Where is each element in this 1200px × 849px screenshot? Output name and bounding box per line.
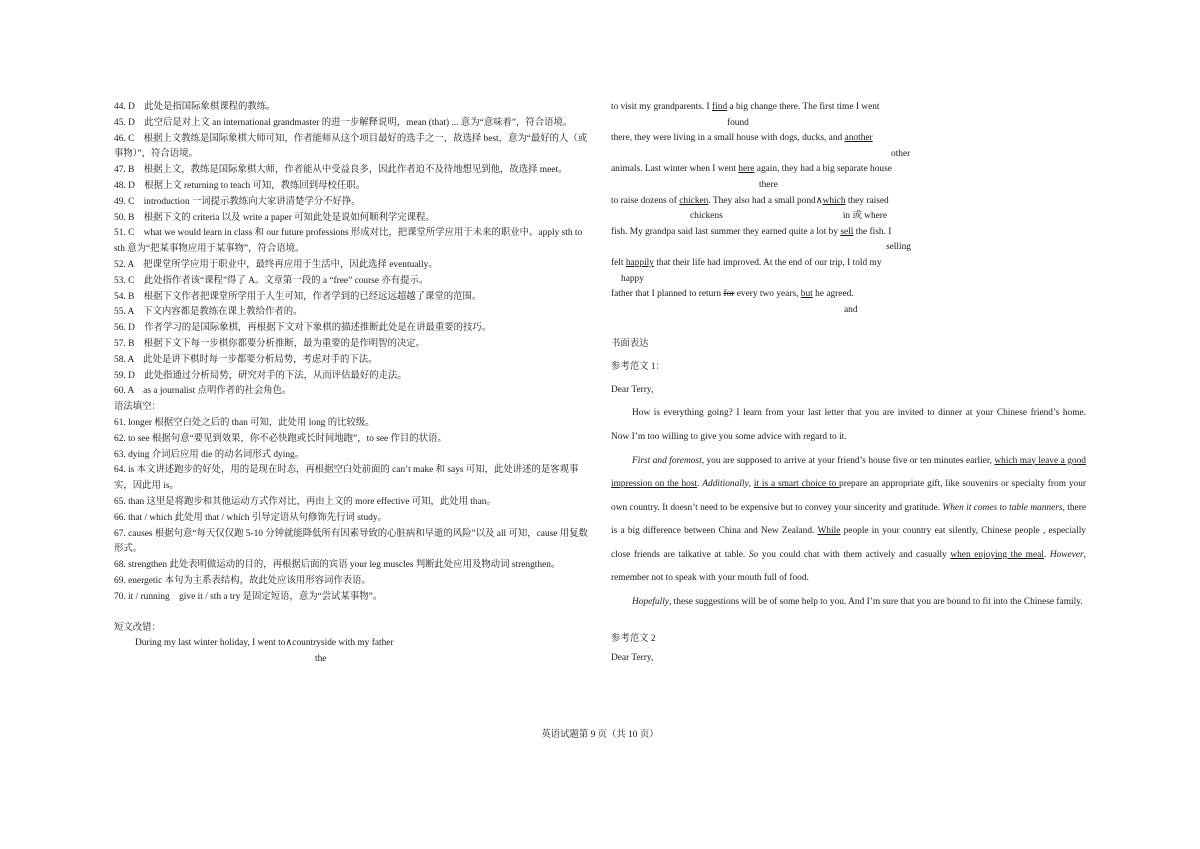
answer-57: 57. B 根据下文下每一步棋你都要分析推断，最为重要的是作明智的决定。: [114, 338, 425, 349]
answer-58: 58. A 此处是讲下棋时每一步都要分析局势，考虑对手的下法。: [114, 354, 378, 365]
essay-paragraph-2: [611, 450, 1086, 592]
answer-45: 45. D 此空后是对上文 an international grandmaster 的进一步解释说明，mean (that) ... 意为“意味着”，符合语境。: [114, 117, 573, 128]
answer-44: 44. D 此处是指国际象棋课程的教练。: [114, 102, 276, 112]
correction-text: During my last winter holiday, I went to: [135, 638, 286, 649]
correction-fix-8: and: [844, 304, 858, 315]
grammar-68: 68. strengthen 此处表明做运动的目的，再根据后面的宾语 your leg muscles 判断此处应用及物动词 strengthen。: [114, 560, 561, 571]
essay-phrase: it is a smart choice to: [753, 479, 840, 490]
essay-phrase: which may leave a good impression on the host: [611, 455, 1086, 490]
essay-text: people in your country eat silently, Chinese people , especially close friends are talkative at table.: [611, 526, 1086, 560]
error-word: here: [738, 164, 755, 175]
correction-text: that their life had improved. At the end of our trip, I told my: [653, 257, 882, 268]
essay-phrase: However: [1049, 549, 1084, 560]
correction-fix-6: selling: [886, 242, 911, 253]
essay-greeting: Dear Terry,: [611, 385, 654, 396]
error-word: but: [800, 289, 813, 300]
grammar-title: 语法填空：: [114, 402, 161, 413]
correction-text: to raise dozens of: [611, 195, 680, 206]
correction-fix-1: the: [315, 653, 327, 664]
correction-text: animals. Last winter when I went: [611, 164, 739, 175]
essay-text: ,: [748, 479, 754, 490]
correction-text: he agreed.: [812, 289, 854, 300]
correction-text: father that I planned to return: [611, 289, 724, 300]
error-word: chicken: [679, 195, 709, 206]
sample-essay-1: [611, 402, 1096, 614]
correction-fix-3: other: [891, 148, 911, 159]
error-word: which: [822, 195, 846, 206]
grammar-63: 63. dying 介词后应用 die 的动名词形式 dying。: [114, 449, 305, 460]
essay-text: .: [697, 479, 703, 490]
answer-list: [114, 100, 590, 400]
correction-text: a big change there. The first time I went: [727, 102, 880, 112]
grammar-70: 70. it / running give it / sth a try 是固定短语，意为“尝试某事物”。: [114, 591, 383, 602]
correction-line-4: [611, 162, 1086, 178]
correction-text: . They also had a small pond: [708, 195, 816, 206]
answer-49: 49. C introduction 一词提示教练向大家讲清楚学分不好挣。: [114, 196, 361, 207]
correction-line-8: [611, 287, 1086, 303]
correction-line-3: [611, 131, 1086, 147]
grammar-62: 62. to see 根据句意“要见到效果，你不必快跑或长时间地跑”，to see 作目的状语。: [114, 433, 447, 444]
correction-text: countryside with my father: [292, 638, 394, 649]
grammar-67: 67. causes 根据句意“每天仅仅跑 5-10 分钟就能降低所有因素导致的心脏病和早逝的风险”以及 all 可知，cause 用复数形式。: [114, 528, 588, 555]
left-column: [114, 100, 590, 667]
essay-text: , these suggestions will be of some help to you. And I’m sure that you are bound to fit into the Chinese family.: [668, 597, 1083, 608]
correction-fix-5: [611, 209, 1086, 225]
correction-text: they raised: [845, 195, 889, 206]
essay-text: .: [1043, 549, 1050, 560]
answer-53: 53. C 此处指作者该“课程”得了 A。文章第一段的 a “free” course 亦有提示。: [114, 275, 429, 286]
grammar-61: 61. longer 根据空白处之后的 than 可知，此处用 long 的比较级。: [114, 417, 375, 428]
essay-paragraph-1: How is everything going? I learn from your last letter that you are invited to dinner at your Chinese friend’s home. Now I’m too willing to give you some advice with regard to it.: [611, 408, 1096, 442]
caret-mark: ∧: [285, 638, 293, 649]
correction-fix-7: happy: [621, 273, 644, 284]
grammar-69: 69. energetic 本句为主系表结构，故此处应该用形容词作表语。: [114, 575, 371, 586]
essay-text: , you are supposed to arrive at your friend’s house five or ten minutes earlier,: [701, 455, 995, 466]
answer-50: 50. B 根据下文的 criteria 以及 write a paper 可知此处是说如何顺利学完课程。: [114, 212, 435, 223]
correction-text: the fish. I: [853, 226, 892, 237]
essay-phrase: when enjoying the meal: [950, 549, 1044, 560]
correction-fix-4: there: [759, 179, 778, 190]
essay-phrase: So: [748, 549, 759, 560]
correction-fix-2: found: [727, 117, 749, 128]
grammar-list: [114, 416, 590, 606]
correction-continued: [611, 100, 1086, 318]
sample2-title: 参考范文 2: [611, 633, 656, 644]
essay-phrase: When it comes to table manners: [942, 502, 1063, 513]
sample1-title: 参考范文 1：: [611, 362, 665, 373]
correction-line-7: [611, 256, 1086, 272]
correction-line-1: [114, 636, 590, 652]
deleted-word: for: [723, 289, 735, 300]
essay-text: , remember not to speak with your mouth full of food.: [611, 549, 1087, 584]
correction-title: 短文改错：: [114, 622, 161, 633]
correction-text: again, they had a big separate house: [754, 164, 892, 175]
essay-phrase: First and foremost: [632, 455, 702, 466]
caret-mark: ∧: [815, 195, 823, 206]
correction-text: to visit my grandparents. I: [611, 102, 713, 112]
correction-text: every two years,: [734, 289, 801, 300]
error-word: sell: [840, 226, 854, 237]
answer-48: 48. D 根据上文 returning to teach 可知，教练回到母校任职。: [114, 180, 366, 191]
grammar-66: 66. that / which 此处用 that / which 引导定语从句修饰先行词 study。: [114, 512, 387, 523]
error-word: happily: [625, 257, 654, 268]
correction-line-2: [611, 100, 1086, 116]
error-word: another: [844, 133, 873, 144]
answer-59: 59. D 此处指通过分析局势，研究对手的下法，从而评估最好的走法。: [114, 370, 407, 381]
correction-text: in 或 where: [842, 211, 888, 222]
correction-text: chickens: [690, 211, 723, 222]
answer-47: 47. B 根据上文，教练是国际象棋大师，作者能从中受益良多，因此作者迫不及待地想见到他，故选择 meet。: [114, 165, 568, 176]
correction-text: felt: [611, 257, 626, 268]
correction-line-5: [611, 194, 1086, 210]
essay-phrase: Additionally: [702, 479, 749, 490]
essay-text: you could chat with them actively and casually: [758, 549, 951, 560]
writing-title: 书面表达: [611, 339, 649, 350]
correction-line-6: [611, 225, 1086, 241]
grammar-65: 65. than 这里是将跑步和其他运动方式作对比，再由上文的 more effective 可知，此处用 than。: [114, 496, 496, 507]
essay-phrase: Hopefully: [632, 597, 669, 608]
answer-56: 56. D 作者学习的是国际象棋，再根据下文对下象棋的描述推断此处是在讲最重要的技巧。: [114, 323, 492, 334]
error-word: find: [712, 102, 728, 112]
essay-text: , there is a big difference between China and New Zealand.: [611, 502, 1086, 537]
correction-text: fish. My grandpa said last summer they earned quite a lot by: [611, 226, 841, 237]
correction-text: there, they were living in a small house with dogs, ducks, and: [611, 133, 845, 144]
right-column: [611, 100, 1096, 668]
answer-55: 55. A 下文内容都是教练在课上教给作者的。: [114, 307, 303, 318]
answer-52: 52. A 把课堂所学应用于职业中，最终再应用于生活中，因此选择 eventually。: [114, 259, 438, 270]
answer-51: 51. C what we would learn in class 和 our future professions 形成对比，把课堂所学应用于未来的职业中。apply sth to sth 意为“把某事物应用于某事物”，符合语境。: [114, 228, 583, 255]
essay-paragraph-3: [611, 591, 1086, 615]
essay-phrase: While: [817, 526, 841, 537]
answer-46: 46. C 根据上文教练是国际象棋大师可知，作者能师从这个项目最好的选手之一，故选择 best，意为“最好的人（或事物）”，符合语境。: [114, 133, 588, 160]
answer-54: 54. B 根据下文作者把课堂所学用于人生可知，作者学到的已经远远超越了课堂的范围。: [114, 291, 482, 302]
answer-60: 60. A as a journalist 点明作者的社会角色。: [114, 386, 292, 397]
page-footer: 英语试题第 9 页（共 10 页）: [541, 730, 659, 740]
grammar-64: 64. is 本文讲述跑步的好处，用的是现在时态，再根据空白处前面的 can’t make 和 says 可知，此处讲述的是客观事实，因此用 is。: [114, 465, 579, 492]
essay-text: prepare an appropriate gift, like souvenirs or specialty from your own country. It doesn’t need to be expensive but to convey your sincerity and gratitude.: [611, 479, 1087, 513]
essay2-greeting: Dear Terry,: [611, 652, 654, 663]
